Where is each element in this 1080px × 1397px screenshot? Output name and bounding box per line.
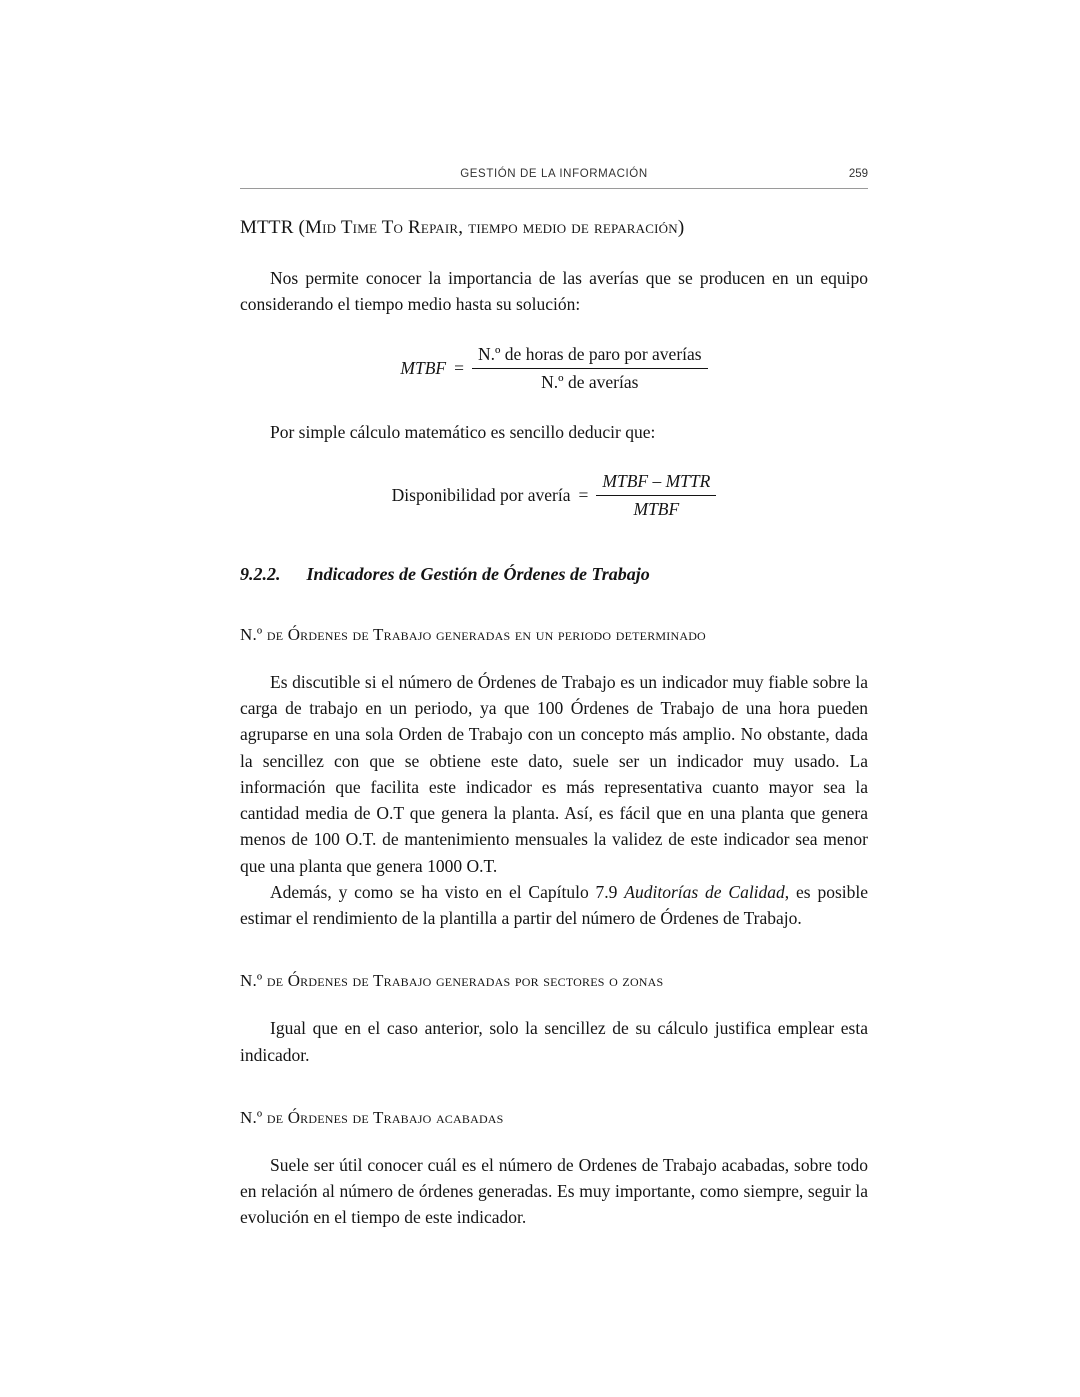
paragraph-igual: Igual que en el caso anterior, solo la sencillez de su cálculo justifica emplear esta indicador.	[240, 1018, 868, 1065]
page-header	[240, 168, 868, 188]
section-heading-922	[240, 564, 868, 585]
page-number: 259	[848, 168, 868, 180]
paragraph-mttr-intro: Nos permite conocer la importancia de las averías que se producen en un equipo considerando el tiempo medio hasta su solución:	[240, 268, 868, 315]
formula-disponibilidad-fraction	[596, 471, 716, 520]
formula-disponibilidad-lhs: Disponibilidad por avería	[391, 484, 571, 505]
section-title: Indicadores de Gestión de Órdenes de Trabajo	[306, 563, 650, 584]
formula-mtbf-equals: =	[454, 357, 464, 378]
paragraph-acabadas: Suele ser útil conocer cuál es el número de Ordenes de Trabajo acabadas, sobre todo en relación al número de órdenes generadas. Es muy importante, como siempre, seguir la evolución en el tiempo de este indicador.	[240, 1154, 868, 1228]
formula-mtbf	[240, 344, 868, 393]
paragraph-ademas-post: , es posible estimar el rendimiento de la plantilla a partir del número de Órdenes de Trabajo.	[240, 881, 869, 928]
formula-mtbf-lhs: MTBF	[400, 357, 447, 378]
mttr-title: MTTR (Mid Time To Repair, tiempo medio de reparación)	[240, 217, 685, 238]
formula-mtbf-fraction	[472, 344, 708, 393]
formula-disponibilidad-denominator: MTBF	[633, 498, 680, 519]
paragraph-calculo: Por simple cálculo matemático es sencillo deducir que:	[270, 421, 656, 442]
subheading-ot-periodo: N.º de Órdenes de Trabajo generadas en un periodo determinado	[240, 624, 706, 644]
formula-disponibilidad-equals: =	[578, 484, 589, 505]
formula-disponibilidad	[240, 471, 868, 520]
formula-mtbf-denominator: N.º de averías	[541, 371, 639, 392]
formula-mtbf-numerator: N.º de horas de paro por averías	[472, 344, 708, 369]
section-number: 9.2.2.	[240, 563, 281, 584]
subheading-ot-sectores: N.º de Órdenes de Trabajo generadas por sectores o zonas	[240, 971, 664, 991]
paragraph-ademas-italic: Auditorías de Calidad	[624, 881, 785, 902]
formula-disponibilidad-numerator: MTBF – MTTR	[596, 471, 716, 496]
header-rule	[240, 188, 868, 189]
paragraph-ademas-pre: Además, y como se ha visto en el Capítulo 7.9	[270, 881, 625, 902]
paragraph-ademas	[240, 879, 868, 932]
paragraph-ot-discutible: Es discutible si el número de Órdenes de Trabajo es un indicador muy fiable sobre la carga de trabajo en un periodo, ya que 100 Órdenes de Trabajo de una hora pueden agruparse en una sola Orden de Trabajo con un concepto más amplio. No obstante, dada la sencillez con que se obtiene este dato, suele ser un indicador muy usado. La información que facilita este indicador es más representativa cuanto mayor sea la cantidad media de O.T que genera la planta. Así, es fácil que en una planta que genera menos de 100 O.T. de mantenimiento mensuales la validez de este indicador sea menor que una planta que genera 1000 O.T.	[240, 671, 868, 876]
running-title: GESTIÓN DE LA INFORMACIÓN	[460, 168, 648, 180]
page-content	[240, 168, 868, 1231]
subheading-ot-acabadas: N.º de Órdenes de Trabajo acabadas	[240, 1107, 504, 1127]
